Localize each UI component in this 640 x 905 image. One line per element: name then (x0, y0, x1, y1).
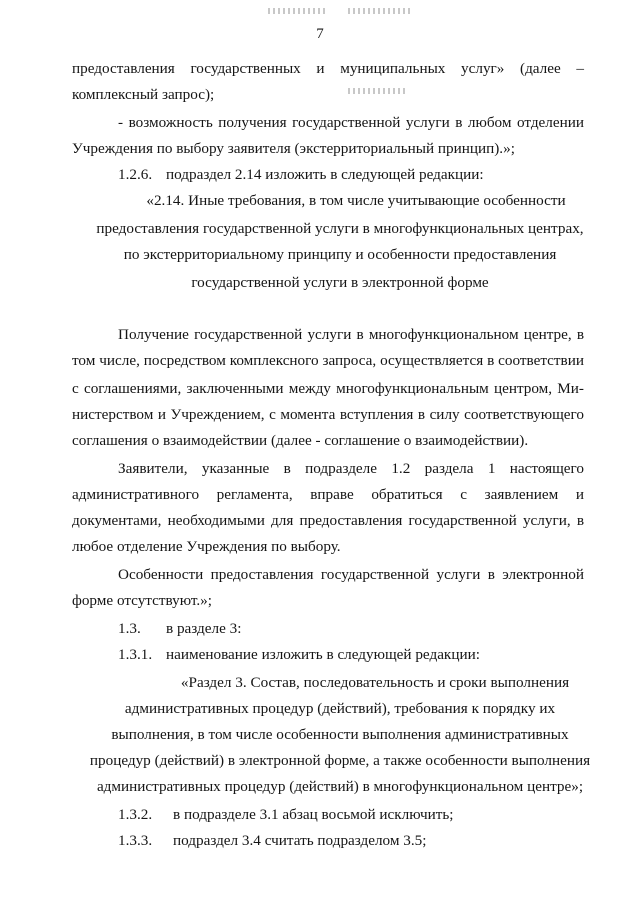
quote-line: процедур (действий) в электронной форме, а также особенности выполнения (89, 752, 591, 769)
paragraph-line: том числе, посредством комплексного запроса, осуществляется в соответствии (72, 352, 584, 369)
item-text: наименование изложить в следующей редакции: (166, 646, 480, 663)
quote-line: «Раздел 3. Состав, последовательность и сроки выполнения (180, 674, 570, 691)
paragraph-line: Заявители, указанные в подразделе 1.2 раздела 1 настоящего (118, 460, 584, 477)
paragraph-line: Получение государственной услуги в многофункциональном центре, в (118, 326, 584, 343)
item-1-3-3 (118, 832, 426, 850)
scan-noise-top-right (348, 8, 410, 14)
paragraph-line: соглашения о взаимодействии (далее - соглашение о взаимодействии). (72, 432, 529, 449)
quote-line: административных процедур (действий) в многофункциональном центре»; (96, 778, 584, 795)
paragraph-line: административного регламента, вправе обратиться с заявлением и (72, 486, 584, 503)
paragraph-line: документами, необходимыми для предоставления государственной услуги, в (72, 512, 584, 529)
text-line: - возможность получения государственной услуги в любом отделении (118, 114, 584, 131)
item-number: 1.3.2. (118, 806, 153, 823)
text-line: комплексный запрос); (72, 86, 215, 103)
item-number: 1.2.6. (118, 166, 153, 183)
paragraph-line: Особенности предоставления государственной услуги в электронной (118, 566, 584, 583)
item-text: в подразделе 3.1 абзац восьмой исключить; (173, 806, 454, 823)
paragraph-line: форме отсутствуют.»; (72, 592, 212, 609)
scan-noise-mid (348, 88, 406, 94)
quote-line: административных процедур (действий), требования к порядку их (124, 700, 556, 717)
heading-line: предоставления государственной услуги в многофункциональных центрах, (96, 220, 584, 237)
item-number: 1.3.1. (118, 646, 153, 663)
item-number: 1.3.3. (118, 832, 153, 849)
item-text: в разделе 3: (166, 620, 242, 637)
heading-line: «2.14. Иные требования, в том числе учитывающие особенности (146, 192, 566, 209)
text-line: Учреждения по выбору заявителя (экстерриториальный принцип).»; (72, 140, 515, 157)
item-text: подраздел 3.4 считать подразделом 3.5; (173, 832, 427, 849)
paragraph-line: с соглашениями, заключенными между многофункциональным центром, Ми- (72, 380, 584, 397)
heading-line: по экстерриториальному принципу и особенности предоставления (123, 246, 557, 263)
item-1-3-1 (118, 646, 480, 664)
item-1-3-2 (118, 806, 454, 824)
paragraph-line: нистерством и Учреждением, с момента вступления в силу соответствующего (72, 406, 584, 423)
item-number: 1.3. (118, 620, 141, 637)
item-1-3 (118, 620, 241, 638)
text-line: предоставления государственных и муниципальных услуг» (далее – (72, 60, 584, 77)
quote-line: выполнения, в том числе особенности выполнения административных (111, 726, 569, 743)
heading-line: государственной услуги в электронной форме (191, 274, 489, 291)
item-1-2-6 (118, 166, 484, 184)
item-text: подраздел 2.14 изложить в следующей редакции: (166, 166, 484, 183)
scan-noise-top (268, 8, 328, 14)
paragraph-line: любое отделение Учреждения по выбору. (72, 538, 341, 555)
page-number: 7 (316, 26, 324, 42)
